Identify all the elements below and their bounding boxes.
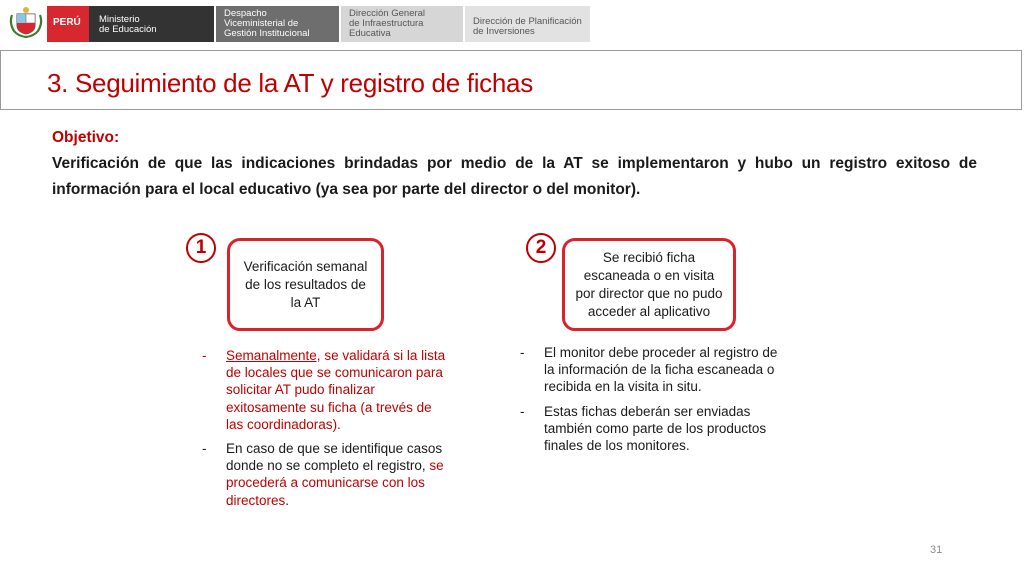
slide-title: 3. Seguimiento de la AT y registro de fichas [47,68,533,98]
step-2-box: Se recibió ficha escaneada o en visita por director que no pudo acceder al aplicativo [562,238,736,331]
list-item: - Semanalmente, se validará si la lista de locales que se comunicaron para solicitar AT pudo finalizar exitosamente su ficha (a trevés de las coordinadoras). [200,347,450,433]
coat-of-arms-icon [8,5,44,39]
step-1-box: Verificación semanal de los resultados de la AT [227,238,384,331]
dpi-label: Dirección de Planificación de Inversiones [465,6,590,42]
step-2-number-icon: 2 [526,233,556,263]
peru-label: PERÚ [47,6,89,42]
dgi-label: Dirección General de Infraestructura Educativa [341,6,463,42]
objective-text: Verificación de que las indicaciones brindadas por medio de la AT se implementaron y hubo un registro exitoso de información para el local educativo (ya sea por parte del director o del monitor). [52,155,977,198]
step-2-bullet-list [518,344,790,461]
despacho-label: Despacho Viceministerial de Gestión Institucional [216,6,339,42]
step-1-bullet-list [200,347,450,516]
title-bar [0,50,1022,110]
list-item: - Estas fichas deberán ser enviadas también como parte de los productos finales de los monitores. [518,403,790,455]
page-number: 31 [930,544,943,556]
ministerio-label: Ministerio de Educación [89,6,214,42]
objective-label: Objetivo: [52,129,120,146]
step-1-number-icon: 1 [186,233,216,263]
list-item: - En caso de que se identifique casos donde no se completo el registro, se procederá a comunicarse con los directores. [200,440,450,509]
institutional-banner [0,0,600,44]
objective-section [52,125,977,203]
list-item: - El monitor debe proceder al registro de la información de la ficha escaneada o recibida en la visita in situ. [518,344,790,396]
